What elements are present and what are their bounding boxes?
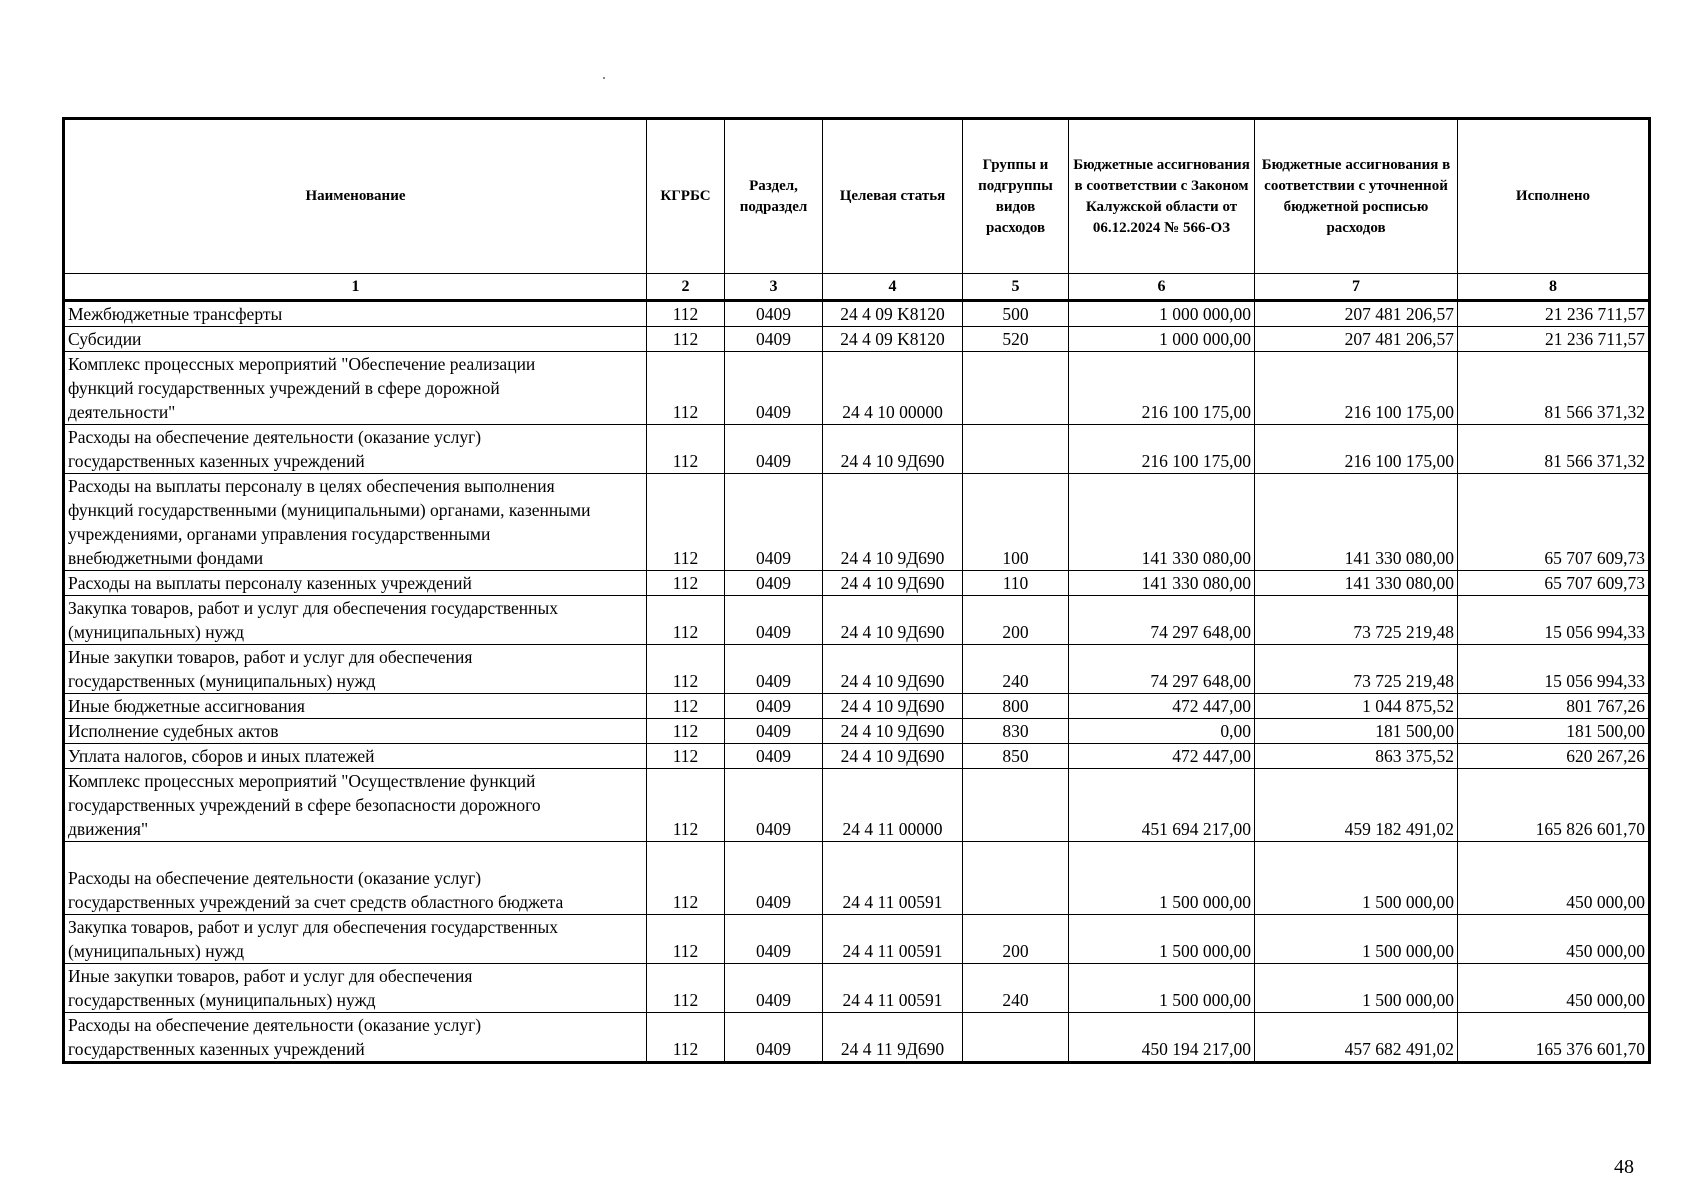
column-number: 3 — [725, 274, 823, 301]
row-vid — [963, 842, 1069, 915]
row-rospis-amount: 73 725 219,48 — [1255, 645, 1458, 694]
row-kgrbs: 112 — [647, 915, 725, 964]
row-rospis-amount: 73 725 219,48 — [1255, 596, 1458, 645]
table-row — [64, 645, 1650, 694]
header-law: Бюджетные ассигнования в соответствии с Законом Калужской области от 06.12.2024 № 566-ОЗ — [1069, 119, 1255, 274]
row-razdel: 0409 — [725, 1013, 823, 1063]
row-vid: 200 — [963, 915, 1069, 964]
row-vid: 850 — [963, 744, 1069, 769]
row-razdel: 0409 — [725, 327, 823, 352]
row-law-amount: 216 100 175,00 — [1069, 425, 1255, 474]
table-row — [64, 769, 1650, 842]
table-row — [64, 301, 1650, 327]
row-rospis-amount: 1 044 875,52 — [1255, 694, 1458, 719]
row-kgrbs: 112 — [647, 596, 725, 645]
row-statya: 24 4 10 9Д690 — [823, 744, 963, 769]
row-name: Расходы на выплаты персоналу в целях обеспечения выполнения функций государственными (муниципальными) органами, казенными учреждениями, органами управления государственными внебюджетными фондами — [64, 474, 647, 571]
row-vid: 200 — [963, 596, 1069, 645]
row-vid: 830 — [963, 719, 1069, 744]
table-row — [64, 915, 1650, 964]
row-law-amount: 451 694 217,00 — [1069, 769, 1255, 842]
column-number: 7 — [1255, 274, 1458, 301]
row-kgrbs: 112 — [647, 769, 725, 842]
header-statya: Целевая статья — [823, 119, 963, 274]
row-rospis-amount: 459 182 491,02 — [1255, 769, 1458, 842]
table-row — [64, 964, 1650, 1013]
row-law-amount: 1 000 000,00 — [1069, 301, 1255, 327]
row-razdel: 0409 — [725, 842, 823, 915]
row-ispolneno-amount: 15 056 994,33 — [1458, 645, 1650, 694]
table-row — [64, 571, 1650, 596]
row-ispolneno-amount: 165 826 601,70 — [1458, 769, 1650, 842]
row-rospis-amount: 141 330 080,00 — [1255, 571, 1458, 596]
row-ispolneno-amount: 450 000,00 — [1458, 964, 1650, 1013]
row-razdel: 0409 — [725, 474, 823, 571]
row-kgrbs: 112 — [647, 964, 725, 1013]
row-rospis-amount: 1 500 000,00 — [1255, 842, 1458, 915]
row-vid: 240 — [963, 964, 1069, 1013]
row-razdel: 0409 — [725, 301, 823, 327]
row-name: Расходы на обеспечение деятельности (оказание услуг) государственных казенных учреждений — [64, 425, 647, 474]
row-law-amount: 1 000 000,00 — [1069, 327, 1255, 352]
row-ispolneno-amount: 81 566 371,32 — [1458, 425, 1650, 474]
row-rospis-amount: 863 375,52 — [1255, 744, 1458, 769]
table-row — [64, 474, 1650, 571]
header-kgrbs: КГРБС — [647, 119, 725, 274]
table-row — [64, 425, 1650, 474]
row-kgrbs: 112 — [647, 571, 725, 596]
row-ispolneno-amount: 65 707 609,73 — [1458, 571, 1650, 596]
table-row — [64, 352, 1650, 425]
table-row — [64, 842, 1650, 915]
table-row — [64, 596, 1650, 645]
column-number-row — [64, 274, 1650, 301]
page-number: 48 — [1614, 1156, 1634, 1178]
column-number: 5 — [963, 274, 1069, 301]
column-number: 1 — [64, 274, 647, 301]
row-kgrbs: 112 — [647, 425, 725, 474]
row-name: Расходы на обеспечение деятельности (оказание услуг) государственных казенных учреждений — [64, 1013, 647, 1063]
row-law-amount: 74 297 648,00 — [1069, 596, 1255, 645]
row-rospis-amount: 181 500,00 — [1255, 719, 1458, 744]
row-ispolneno-amount: 620 267,26 — [1458, 744, 1650, 769]
row-name: Иные бюджетные ассигнования — [64, 694, 647, 719]
row-rospis-amount: 141 330 080,00 — [1255, 474, 1458, 571]
scan-speck — [603, 77, 605, 79]
row-ispolneno-amount: 165 376 601,70 — [1458, 1013, 1650, 1063]
row-ispolneno-amount: 801 767,26 — [1458, 694, 1650, 719]
column-number: 8 — [1458, 274, 1650, 301]
header-vid: Группы и подгруппы видов расходов — [963, 119, 1069, 274]
header-name: Наименование — [64, 119, 647, 274]
row-razdel: 0409 — [725, 769, 823, 842]
table-row — [64, 744, 1650, 769]
table-row — [64, 327, 1650, 352]
row-name: Иные закупки товаров, работ и услуг для обеспечения государственных (муниципальных) нужд — [64, 964, 647, 1013]
column-number: 4 — [823, 274, 963, 301]
row-name: Расходы на обеспечение деятельности (оказание услуг) государственных учреждений за счет средств областного бюджета — [64, 842, 647, 915]
row-ispolneno-amount: 65 707 609,73 — [1458, 474, 1650, 571]
row-statya: 24 4 10 9Д690 — [823, 571, 963, 596]
row-vid — [963, 352, 1069, 425]
row-law-amount: 472 447,00 — [1069, 694, 1255, 719]
row-law-amount: 1 500 000,00 — [1069, 915, 1255, 964]
row-law-amount: 0,00 — [1069, 719, 1255, 744]
row-law-amount: 216 100 175,00 — [1069, 352, 1255, 425]
row-statya: 24 4 10 9Д690 — [823, 719, 963, 744]
column-number: 2 — [647, 274, 725, 301]
row-statya: 24 4 10 9Д690 — [823, 474, 963, 571]
row-statya: 24 4 10 9Д690 — [823, 596, 963, 645]
row-name: Исполнение судебных актов — [64, 719, 647, 744]
row-name: Межбюджетные трансферты — [64, 301, 647, 327]
row-kgrbs: 112 — [647, 842, 725, 915]
row-statya: 24 4 10 00000 — [823, 352, 963, 425]
table-row — [64, 719, 1650, 744]
row-vid — [963, 425, 1069, 474]
row-kgrbs: 112 — [647, 352, 725, 425]
row-ispolneno-amount: 15 056 994,33 — [1458, 596, 1650, 645]
row-kgrbs: 112 — [647, 719, 725, 744]
row-law-amount: 141 330 080,00 — [1069, 474, 1255, 571]
row-statya: 24 4 11 00591 — [823, 915, 963, 964]
row-razdel: 0409 — [725, 915, 823, 964]
row-kgrbs: 112 — [647, 301, 725, 327]
row-rospis-amount: 216 100 175,00 — [1255, 425, 1458, 474]
row-statya: 24 4 10 9Д690 — [823, 645, 963, 694]
row-rospis-amount: 457 682 491,02 — [1255, 1013, 1458, 1063]
header-rospis: Бюджетные ассигнования в соответствии с уточненной бюджетной росписью расходов — [1255, 119, 1458, 274]
row-statya: 24 4 11 9Д690 — [823, 1013, 963, 1063]
row-vid: 100 — [963, 474, 1069, 571]
row-vid — [963, 769, 1069, 842]
row-kgrbs: 112 — [647, 744, 725, 769]
row-rospis-amount: 207 481 206,57 — [1255, 301, 1458, 327]
row-vid: 110 — [963, 571, 1069, 596]
table-row — [64, 694, 1650, 719]
row-razdel: 0409 — [725, 694, 823, 719]
row-name: Субсидии — [64, 327, 647, 352]
row-kgrbs: 112 — [647, 327, 725, 352]
row-law-amount: 1 500 000,00 — [1069, 842, 1255, 915]
row-law-amount: 450 194 217,00 — [1069, 1013, 1255, 1063]
row-vid: 520 — [963, 327, 1069, 352]
row-ispolneno-amount: 21 236 711,57 — [1458, 327, 1650, 352]
row-ispolneno-amount: 81 566 371,32 — [1458, 352, 1650, 425]
row-vid — [963, 1013, 1069, 1063]
row-statya: 24 4 11 00591 — [823, 964, 963, 1013]
row-razdel: 0409 — [725, 645, 823, 694]
row-statya: 24 4 11 00591 — [823, 842, 963, 915]
header-ispolneno: Исполнено — [1458, 119, 1650, 274]
row-name: Уплата налогов, сборов и иных платежей — [64, 744, 647, 769]
row-law-amount: 472 447,00 — [1069, 744, 1255, 769]
row-vid: 240 — [963, 645, 1069, 694]
row-ispolneno-amount: 181 500,00 — [1458, 719, 1650, 744]
row-ispolneno-amount: 450 000,00 — [1458, 842, 1650, 915]
row-kgrbs: 112 — [647, 694, 725, 719]
header-razdel: Раздел, подраздел — [725, 119, 823, 274]
row-statya: 24 4 11 00000 — [823, 769, 963, 842]
row-ispolneno-amount: 21 236 711,57 — [1458, 301, 1650, 327]
row-kgrbs: 112 — [647, 474, 725, 571]
row-razdel: 0409 — [725, 571, 823, 596]
row-statya: 24 4 10 9Д690 — [823, 694, 963, 719]
row-name: Закупка товаров, работ и услуг для обеспечения государственных (муниципальных) нужд — [64, 596, 647, 645]
row-kgrbs: 112 — [647, 1013, 725, 1063]
row-rospis-amount: 1 500 000,00 — [1255, 915, 1458, 964]
header-row — [64, 119, 1650, 274]
table-row — [64, 1013, 1650, 1063]
row-razdel: 0409 — [725, 596, 823, 645]
row-name: Расходы на выплаты персоналу казенных учреждений — [64, 571, 647, 596]
row-razdel: 0409 — [725, 744, 823, 769]
row-name: Комплекс процессных мероприятий "Осуществление функций государственных учреждений в сфере безопасности дорожного движения" — [64, 769, 647, 842]
row-statya: 24 4 10 9Д690 — [823, 425, 963, 474]
row-vid: 800 — [963, 694, 1069, 719]
row-statya: 24 4 09 K8120 — [823, 301, 963, 327]
row-law-amount: 1 500 000,00 — [1069, 964, 1255, 1013]
row-name: Комплекс процессных мероприятий "Обеспечение реализации функций государственных учреждений в сфере дорожной деятельности" — [64, 352, 647, 425]
row-razdel: 0409 — [725, 719, 823, 744]
row-name: Закупка товаров, работ и услуг для обеспечения государственных (муниципальных) нужд — [64, 915, 647, 964]
budget-execution-table — [62, 117, 1651, 1064]
row-rospis-amount: 216 100 175,00 — [1255, 352, 1458, 425]
row-law-amount: 74 297 648,00 — [1069, 645, 1255, 694]
row-kgrbs: 112 — [647, 645, 725, 694]
row-vid: 500 — [963, 301, 1069, 327]
row-rospis-amount: 1 500 000,00 — [1255, 964, 1458, 1013]
row-razdel: 0409 — [725, 352, 823, 425]
row-rospis-amount: 207 481 206,57 — [1255, 327, 1458, 352]
row-razdel: 0409 — [725, 425, 823, 474]
row-ispolneno-amount: 450 000,00 — [1458, 915, 1650, 964]
row-name: Иные закупки товаров, работ и услуг для обеспечения государственных (муниципальных) нужд — [64, 645, 647, 694]
row-razdel: 0409 — [725, 964, 823, 1013]
row-statya: 24 4 09 K8120 — [823, 327, 963, 352]
column-number: 6 — [1069, 274, 1255, 301]
row-law-amount: 141 330 080,00 — [1069, 571, 1255, 596]
